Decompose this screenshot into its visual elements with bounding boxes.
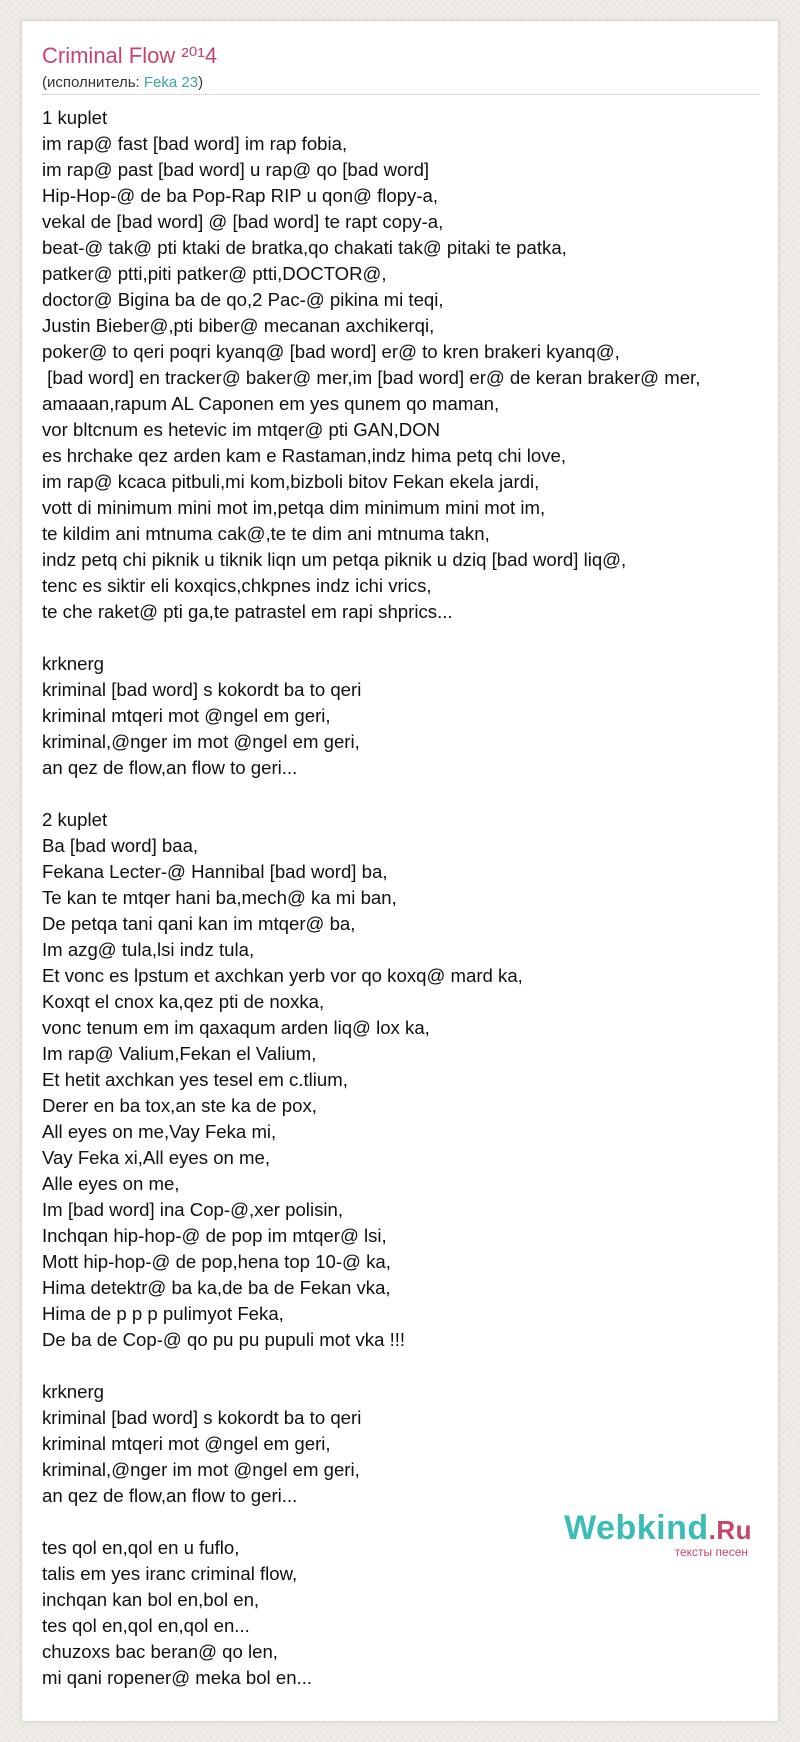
lyric-line: Hip-Hop-@ de ba Pop-Rap RIP u qon@ flopy-a, — [42, 185, 439, 206]
lyric-line: amaaan,rapum AL Caponen em yes qunem qo maman, — [42, 393, 500, 414]
stanza-chorus-2 — [42, 1379, 762, 1509]
lyric-line: Ba [bad word] baa, — [42, 835, 199, 856]
lyric-line: poker@ to qeri poqri kyanq@ [bad word] er@ to kren brakeri kyanq@, — [42, 341, 620, 362]
song-title: Criminal Flow ²⁰¹4 — [42, 43, 218, 68]
lyric-line: vonc tenum em im qaxaqum arden liq@ lox ka, — [42, 1017, 430, 1038]
lyric-line: indz petq chi piknik u tiknik liqn um petqa piknik u dziq [bad word] liq@, — [42, 549, 627, 570]
lyric-line: kriminal [bad word] s kokordt ba to qeri — [42, 1407, 362, 1428]
lyrics-body — [42, 105, 762, 1717]
stanza-verse-2 — [42, 807, 762, 1353]
lyric-line: vott di minimum mini mot im,petqa dim minimum mini mot im, — [42, 497, 546, 518]
lyric-line: Im azg@ tula,lsi indz tula, — [42, 939, 255, 960]
lyric-line: tes qol en,qol en,qol en... — [42, 1615, 250, 1636]
artist-link[interactable]: Feka 23 — [143, 74, 199, 91]
artist-suffix: ) — [198, 74, 204, 91]
lyric-line: Derer en ba tox,an ste ka de pox, — [42, 1095, 317, 1116]
lyric-line: krknerg — [42, 1381, 105, 1402]
lyric-line: talis em yes iranc criminal flow, — [42, 1563, 298, 1584]
lyric-line: tenc es siktir eli koxqics,chkpnes indz ichi vrics, — [42, 575, 432, 596]
lyric-line: Mott hip-hop-@ de pop,hena top 10-@ ka, — [42, 1251, 391, 1272]
lyric-line: es hrchake qez arden kam e Rastaman,indz hima petq chi love, — [42, 445, 567, 466]
lyric-line: kriminal [bad word] s kokordt ba to qeri — [42, 679, 362, 700]
lyric-line: All eyes on me,Vay Feka mi, — [42, 1121, 277, 1142]
site-logo-wordmark — [564, 1509, 752, 1549]
lyric-line: Fekana Lecter-@ Hannibal [bad word] ba, — [42, 861, 388, 882]
lyric-line: vekal de [bad word] @ [bad word] te rapt copy-a, — [42, 211, 444, 232]
lyric-line: [bad word] en tracker@ baker@ mer,im [bad word] er@ de keran braker@ mer, — [42, 367, 701, 388]
lyric-line: Hima de p p p pulimyot Feka, — [42, 1303, 284, 1324]
lyric-line: an qez de flow,an flow to geri... — [42, 1485, 298, 1506]
lyric-line: Inchqan hip-hop-@ de pop im mtqer@ lsi, — [42, 1225, 387, 1246]
site-logo-tld: .Ru — [708, 1515, 752, 1545]
lyric-line: mi qani ropener@ meka bol en... — [42, 1667, 313, 1688]
title-divider — [42, 94, 760, 95]
lyric-line: Vay Feka xi,All eyes on me, — [42, 1147, 271, 1168]
lyric-line: te che raket@ pti ga,te patrastel em rapi shprics... — [42, 601, 453, 622]
lyric-line: kriminal mtqeri mot @ngel em geri, — [42, 705, 331, 726]
lyric-line: De petqa tani qani kan im mtqer@ ba, — [42, 913, 356, 934]
lyric-line: Hima detektr@ ba ka,de ba de Fekan vka, — [42, 1277, 391, 1298]
lyric-line: vor bltcnum es hetevic im mtqer@ pti GAN,DON — [42, 419, 441, 440]
lyric-line: im rap@ kcaca pitbuli,mi kom,bizboli bitov Fekan ekela jardi, — [42, 471, 540, 492]
site-logo-tagline: тексты песен — [674, 1545, 748, 1559]
lyric-line: an qez de flow,an flow to geri... — [42, 757, 298, 778]
lyric-line: Te kan te mtqer hani ba,mech@ ka mi ban, — [42, 887, 397, 908]
lyric-line: tes qol en,qol en u fuflo, — [42, 1537, 240, 1558]
lyric-line: Koxqt el cnox ka,qez pti de noxka, — [42, 991, 325, 1012]
lyrics-card — [21, 20, 779, 1722]
lyric-line: Alle eyes on me, — [42, 1173, 180, 1194]
lyric-line: Im rap@ Valium,Fekan el Valium, — [42, 1043, 317, 1064]
lyric-line: Justin Bieber@,pti biber@ mecanan axchikerqi, — [42, 315, 435, 336]
stanza-verse-1 — [42, 105, 762, 625]
artist-line — [42, 74, 203, 92]
lyric-line: beat-@ tak@ pti ktaki de bratka,qo chakati tak@ pitaki te patka, — [42, 237, 567, 258]
site-logo-main: Webkind — [564, 1509, 709, 1547]
lyric-line: kriminal mtqeri mot @ngel em geri, — [42, 1433, 331, 1454]
lyric-line: te kildim ani mtnuma cak@,te te dim ani mtnuma takn, — [42, 523, 490, 544]
lyric-line: Et vonc es lpstum et axchkan yerb vor qo koxq@ mard ka, — [42, 965, 523, 986]
lyric-line: De ba de Cop-@ qo pu pu pupuli mot vka !!! — [42, 1329, 406, 1350]
lyric-line: inchqan kan bol en,bol en, — [42, 1589, 260, 1610]
lyric-line: kriminal,@nger im mot @ngel em geri, — [42, 731, 360, 752]
stanza-outro — [42, 1535, 762, 1691]
lyric-line: kriminal,@nger im mot @ngel em geri, — [42, 1459, 360, 1480]
artist-prefix: (исполнитель: — [42, 74, 144, 91]
lyric-line: chuzoxs bac beran@ qo len, — [42, 1641, 278, 1662]
lyric-line: patker@ ptti,piti patker@ ptti,DOCTOR@, — [42, 263, 387, 284]
lyric-line: Et hetit axchkan yes tesel em c.tlium, — [42, 1069, 348, 1090]
lyric-line: doctor@ Bigina ba de qo,2 Pac-@ pikina mi teqi, — [42, 289, 444, 310]
lyric-line: krknerg — [42, 653, 105, 674]
lyric-line: 1 kuplet — [42, 107, 108, 128]
lyric-line: Im [bad word] ina Cop-@,xer polisin, — [42, 1199, 344, 1220]
site-logo[interactable] — [564, 1509, 752, 1558]
lyric-line: im rap@ fast [bad word] im rap fobia, — [42, 133, 348, 154]
lyric-line: 2 kuplet — [42, 809, 108, 830]
lyric-line: im rap@ past [bad word] u rap@ qo [bad word] — [42, 159, 430, 180]
stanza-chorus-1 — [42, 651, 762, 781]
